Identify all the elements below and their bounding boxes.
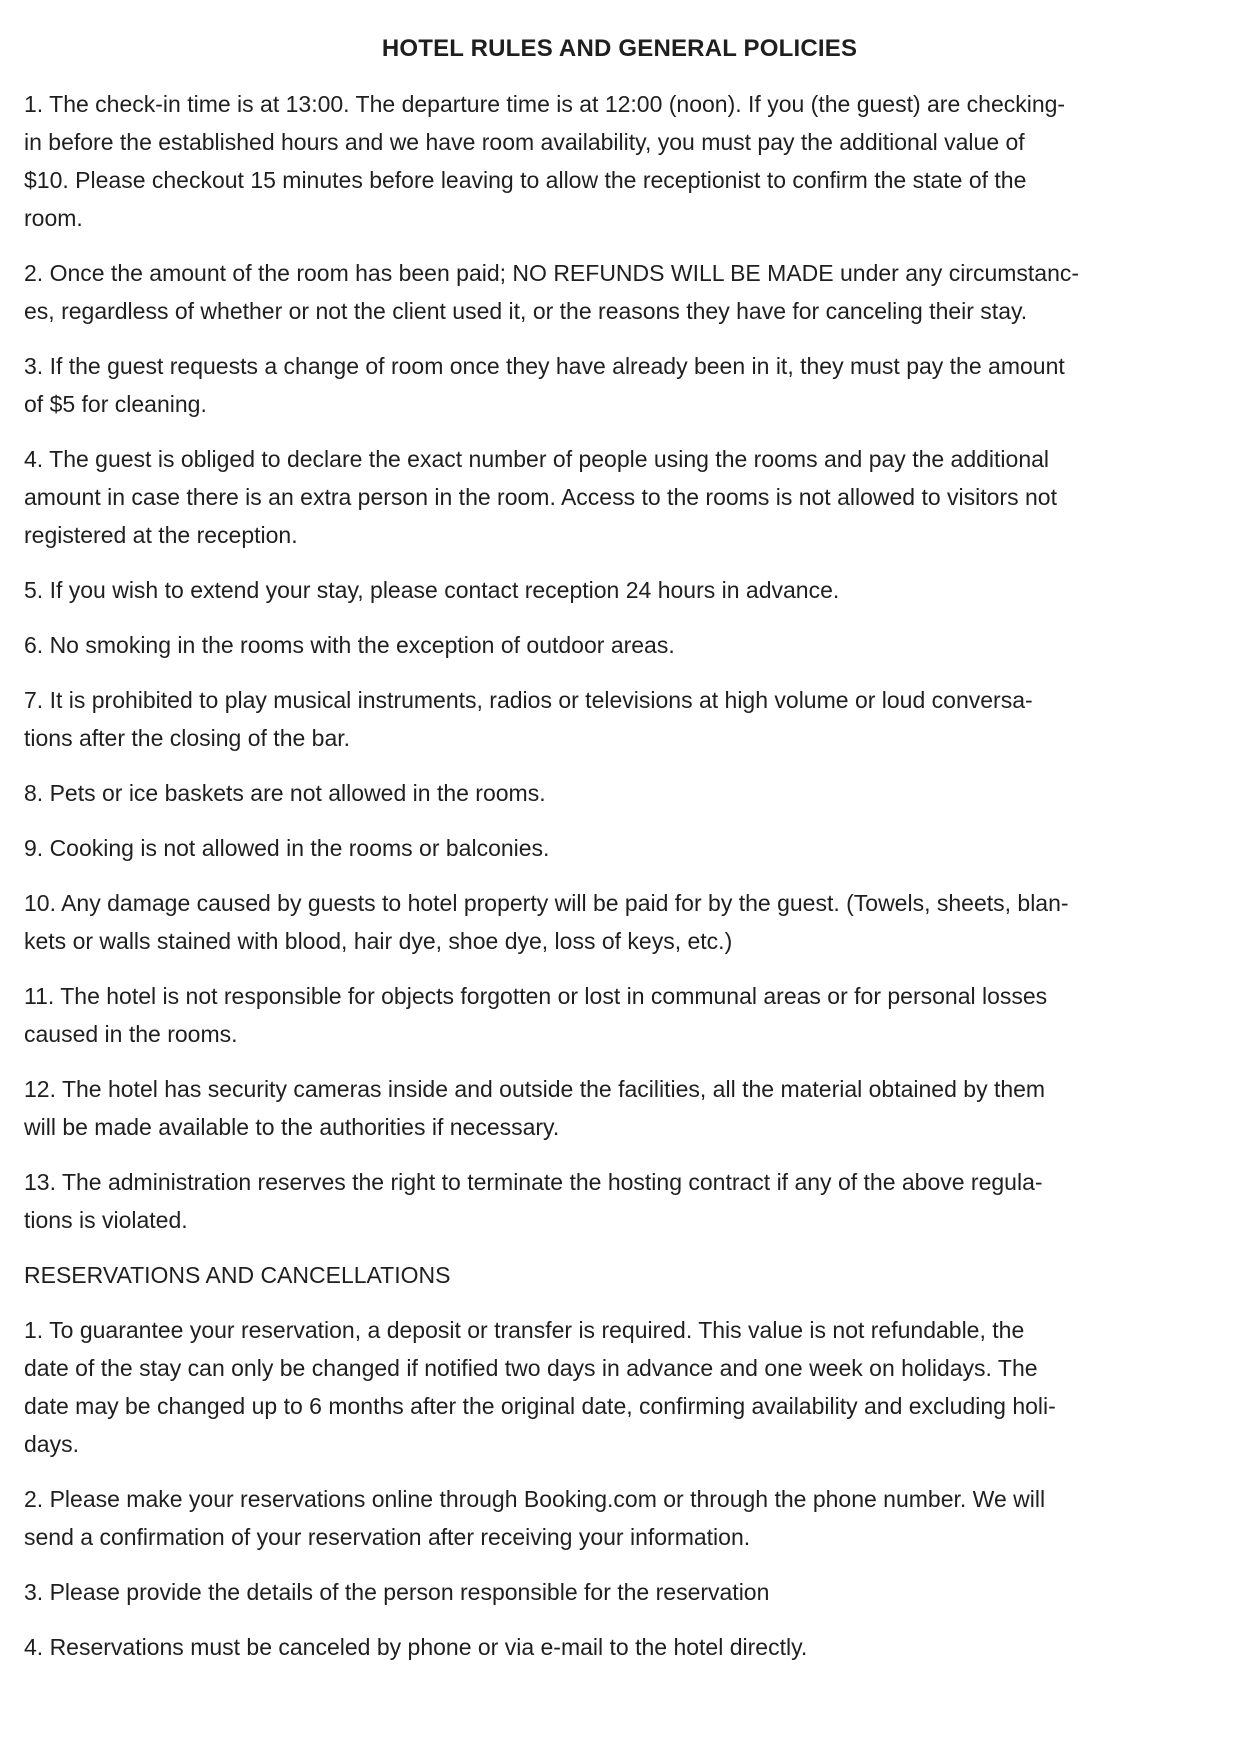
text-line: amount in case there is an extra person in the room. Access to the rooms is not allowed to visitors not — [24, 484, 1057, 510]
policy-paragraph — [24, 884, 1215, 960]
policy-paragraph — [24, 1573, 1215, 1611]
policy-paragraph — [24, 347, 1215, 423]
text-line: 3. If the guest requests a change of room once they have already been in it, they must pay the amount — [24, 353, 1065, 379]
policy-paragraph — [24, 829, 1215, 867]
text-line: 12. The hotel has security cameras inside and outside the facilities, all the material obtained by them — [24, 1076, 1046, 1102]
text-line: will be made available to the authorities if necessary. — [24, 1114, 560, 1140]
policy-paragraph — [24, 1163, 1215, 1239]
text-line: 9. Cooking is not allowed in the rooms or balconies. — [24, 835, 550, 861]
text-line: tions is violated. — [24, 1207, 188, 1233]
page-title: HOTEL RULES AND GENERAL POLICIES — [381, 35, 858, 62]
text-line: room. — [24, 205, 83, 231]
text-line: 1. To guarantee your reservation, a deposit or transfer is required. This value is not refundable, the — [24, 1317, 1025, 1343]
text-line: tions after the closing of the bar. — [24, 725, 351, 751]
text-line: 2. Please make your reservations online through Booking.com or through the phone number. We will — [24, 1486, 1046, 1512]
policy-paragraph — [24, 254, 1215, 330]
policy-paragraph — [24, 1311, 1215, 1463]
text-line: 3. Please provide the details of the person responsible for the reservation — [24, 1579, 770, 1605]
section-heading — [24, 1256, 1215, 1294]
text-line: 8. Pets or ice baskets are not allowed in the rooms. — [24, 780, 546, 806]
policy-paragraph — [24, 1070, 1215, 1146]
text-line: 6. No smoking in the rooms with the exception of outdoor areas. — [24, 632, 675, 658]
text-line: 7. It is prohibited to play musical instruments, radios or televisions at high volume or loud conversa- — [24, 687, 1033, 713]
text-line: 10. Any damage caused by guests to hotel property will be paid for by the guest. (Towels, sheets, blan- — [24, 890, 1069, 916]
text-line: registered at the reception. — [24, 522, 298, 548]
policy-paragraph — [24, 774, 1215, 812]
text-line: kets or walls stained with blood, hair dye, shoe dye, loss of keys, etc.) — [24, 928, 733, 954]
text-line: es, regardless of whether or not the client used it, or the reasons they have for canceling their stay. — [24, 298, 1028, 324]
text-line: 5. If you wish to extend your stay, please contact reception 24 hours in advance. — [24, 577, 840, 603]
policy-paragraph — [24, 1628, 1215, 1666]
text-line: 4. Reservations must be canceled by phone or via e-mail to the hotel directly. — [24, 1634, 808, 1660]
policy-paragraph — [24, 571, 1215, 609]
text-line: 1. The check-in time is at 13:00. The departure time is at 12:00 (noon). If you (the guest) are checking- — [24, 91, 1066, 117]
text-line: send a confirmation of your reservation after receiving your information. — [24, 1524, 751, 1550]
text-line: 2. Once the amount of the room has been paid; NO REFUNDS WILL BE MADE under any circumstanc- — [24, 260, 1080, 286]
text-line: 13. The administration reserves the right to terminate the hosting contract if any of the above regula- — [24, 1169, 1043, 1195]
text-line: date may be changed up to 6 months after the original date, confirming availability and excluding holi- — [24, 1393, 1056, 1419]
text-line: 11. The hotel is not responsible for objects forgotten or lost in communal areas or for personal losses — [24, 983, 1048, 1009]
policy-paragraph — [24, 440, 1215, 554]
text-line: RESERVATIONS AND CANCELLATIONS — [24, 1262, 451, 1288]
text-line: days. — [24, 1431, 79, 1457]
text-line: 4. The guest is obliged to declare the exact number of people using the rooms and pay the additional — [24, 446, 1050, 472]
policy-paragraph — [24, 626, 1215, 664]
text-line: of $5 for cleaning. — [24, 391, 207, 417]
text-line: caused in the rooms. — [24, 1021, 238, 1047]
policy-paragraph — [24, 85, 1215, 237]
policy-paragraph — [24, 977, 1215, 1053]
document-body — [24, 85, 1215, 1666]
text-line: date of the stay can only be changed if notified two days in advance and one week on holidays. The — [24, 1355, 1038, 1381]
text-line: $10. Please checkout 15 minutes before leaving to allow the receptionist to confirm the state of the — [24, 167, 1027, 193]
policy-paragraph — [24, 681, 1215, 757]
policy-paragraph — [24, 1480, 1215, 1556]
text-line: in before the established hours and we have room availability, you must pay the additional value of — [24, 129, 1025, 155]
